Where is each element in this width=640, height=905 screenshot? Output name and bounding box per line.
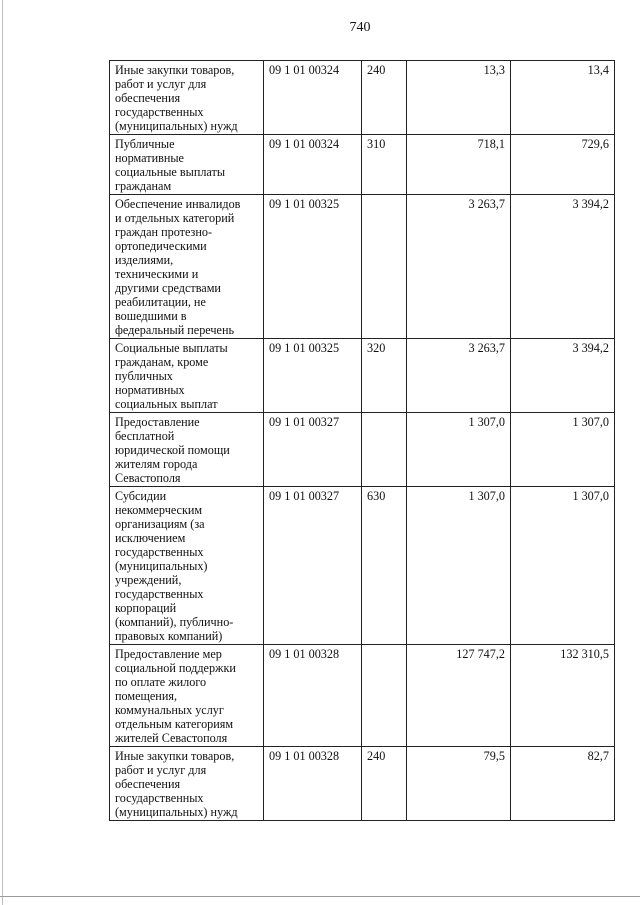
description-line: государственных bbox=[115, 587, 204, 601]
description-line: по оплате жилого bbox=[115, 675, 207, 689]
amount-year-1: 13,3 bbox=[407, 61, 511, 135]
description-line: ортопедическими bbox=[115, 239, 207, 253]
amount-year-1: 1 307,0 bbox=[407, 487, 511, 645]
description-line: государственных bbox=[115, 545, 204, 559]
amount-year-1: 3 263,7 bbox=[407, 195, 511, 339]
description-line: Социальные выплаты bbox=[115, 341, 228, 355]
amount-year-1: 718,1 bbox=[407, 135, 511, 195]
page-number: 740 bbox=[349, 20, 371, 35]
description-line: Обеспечение инвалидов bbox=[115, 197, 241, 211]
description-line: гражданам, кроме bbox=[115, 355, 209, 369]
table-row bbox=[110, 747, 615, 821]
expense-type-code: 240 bbox=[362, 747, 407, 821]
description-line: обеспечения bbox=[115, 91, 181, 105]
table-row bbox=[110, 135, 615, 195]
description-line: коммунальных услуг bbox=[115, 703, 224, 717]
expense-type-code: 240 bbox=[362, 61, 407, 135]
description-line: бесплатной bbox=[115, 429, 175, 443]
amount-year-1: 3 263,7 bbox=[407, 339, 511, 413]
row-description bbox=[110, 339, 264, 413]
description-line: работ и услуг для bbox=[115, 763, 207, 777]
description-line: работ и услуг для bbox=[115, 77, 207, 91]
amount-year-2: 82,7 bbox=[511, 747, 615, 821]
description-line: государственных bbox=[115, 791, 204, 805]
description-line: государственных bbox=[115, 105, 204, 119]
expense-type-code bbox=[362, 195, 407, 339]
description-line: некоммерческим bbox=[115, 503, 203, 517]
amount-year-2: 729,6 bbox=[511, 135, 615, 195]
description-line: учреждений, bbox=[115, 573, 182, 587]
description-line: Публичные bbox=[115, 137, 175, 151]
description-line: корпораций bbox=[115, 601, 177, 615]
amount-year-2: 1 307,0 bbox=[511, 413, 615, 487]
amount-year-2: 3 394,2 bbox=[511, 339, 615, 413]
description-line: (муниципальных) bbox=[115, 559, 208, 573]
table-row bbox=[110, 195, 615, 339]
budget-table bbox=[109, 60, 615, 821]
description-line: и отдельных категорий bbox=[115, 211, 235, 225]
table-row bbox=[110, 339, 615, 413]
description-line: помещения, bbox=[115, 689, 177, 703]
row-description bbox=[110, 195, 264, 339]
expense-type-code bbox=[362, 413, 407, 487]
description-line: федеральный перечень bbox=[115, 323, 235, 337]
amount-year-2: 132 310,5 bbox=[511, 645, 615, 747]
description-line: жителям города bbox=[115, 457, 198, 471]
amount-year-1: 127 747,2 bbox=[407, 645, 511, 747]
description-line: Севастополя bbox=[115, 471, 181, 485]
expense-type-code: 630 bbox=[362, 487, 407, 645]
table-row bbox=[110, 61, 615, 135]
description-line: нормативные bbox=[115, 151, 184, 165]
description-line: гражданам bbox=[115, 179, 172, 193]
description-line: Иные закупки товаров, bbox=[115, 749, 235, 763]
amount-year-2: 13,4 bbox=[511, 61, 615, 135]
target-article-code: 09 1 01 00324 bbox=[264, 61, 362, 135]
description-line: социальные выплаты bbox=[115, 165, 226, 179]
description-line: отдельным категориям bbox=[115, 717, 234, 731]
row-description bbox=[110, 135, 264, 195]
description-line: жителей Севастополя bbox=[115, 731, 228, 745]
description-line: социальных выплат bbox=[115, 397, 218, 411]
row-description bbox=[110, 61, 264, 135]
amount-year-1: 79,5 bbox=[407, 747, 511, 821]
description-line: социальной поддержки bbox=[115, 661, 236, 675]
amount-year-2: 1 307,0 bbox=[511, 487, 615, 645]
target-article-code: 09 1 01 00328 bbox=[264, 645, 362, 747]
description-line: юридической помощи bbox=[115, 443, 230, 457]
row-description bbox=[110, 747, 264, 821]
row-description bbox=[110, 487, 264, 645]
description-line: обеспечения bbox=[115, 777, 181, 791]
description-line: (муниципальных) нужд bbox=[115, 805, 238, 819]
row-description bbox=[110, 645, 264, 747]
expense-type-code: 310 bbox=[362, 135, 407, 195]
description-line: граждан протезно- bbox=[115, 225, 213, 239]
scan-edge-left bbox=[2, 0, 3, 905]
description-line: Предоставление мер bbox=[115, 647, 222, 661]
target-article-code: 09 1 01 00325 bbox=[264, 339, 362, 413]
expense-type-code bbox=[362, 645, 407, 747]
description-line: публичных bbox=[115, 369, 173, 383]
scan-edge-bottom bbox=[0, 896, 640, 897]
description-line: нормативных bbox=[115, 383, 185, 397]
description-line: Предоставление bbox=[115, 415, 200, 429]
description-line: Иные закупки товаров, bbox=[115, 63, 235, 77]
budget-table-body bbox=[110, 61, 615, 821]
table-row bbox=[110, 645, 615, 747]
table-row bbox=[110, 487, 615, 645]
target-article-code: 09 1 01 00327 bbox=[264, 487, 362, 645]
target-article-code: 09 1 01 00324 bbox=[264, 135, 362, 195]
row-description bbox=[110, 413, 264, 487]
description-line: (муниципальных) нужд bbox=[115, 119, 238, 133]
description-line: реабилитации, не bbox=[115, 295, 206, 309]
target-article-code: 09 1 01 00328 bbox=[264, 747, 362, 821]
description-line: Субсидии bbox=[115, 489, 167, 503]
expense-type-code: 320 bbox=[362, 339, 407, 413]
description-line: техническими и bbox=[115, 267, 199, 281]
description-line: вошедшими в bbox=[115, 309, 187, 323]
amount-year-2: 3 394,2 bbox=[511, 195, 615, 339]
amount-year-1: 1 307,0 bbox=[407, 413, 511, 487]
description-line: исключением bbox=[115, 531, 186, 545]
description-line: другими средствами bbox=[115, 281, 221, 295]
description-line: изделиями, bbox=[115, 253, 174, 267]
target-article-code: 09 1 01 00325 bbox=[264, 195, 362, 339]
description-line: (компаний), публично- bbox=[115, 615, 234, 629]
table-row bbox=[110, 413, 615, 487]
target-article-code: 09 1 01 00327 bbox=[264, 413, 362, 487]
description-line: организациям (за bbox=[115, 517, 205, 531]
description-line: правовых компаний) bbox=[115, 629, 223, 643]
